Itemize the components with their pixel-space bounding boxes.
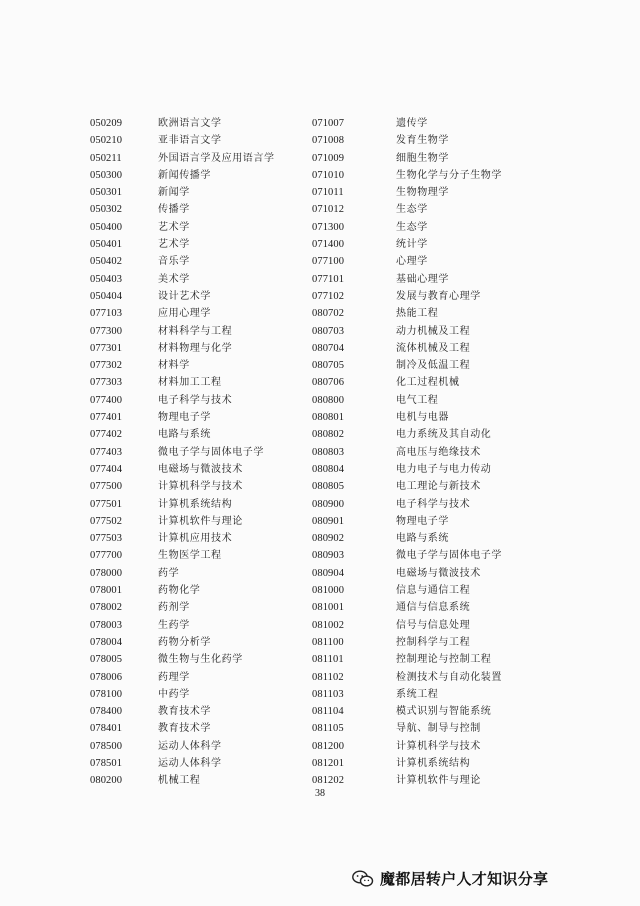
major-code: 050300 [90, 169, 123, 181]
major-code: 081103 [312, 688, 344, 700]
major-code: 071009 [312, 152, 345, 164]
list-item [312, 565, 502, 582]
major-name: 计算机应用技术 [158, 533, 233, 545]
list-item [312, 253, 502, 270]
list-item [312, 201, 502, 218]
list-item [312, 115, 502, 132]
major-code: 071400 [312, 239, 345, 251]
major-code: 077400 [90, 394, 123, 406]
list-item [312, 150, 502, 167]
list-item [312, 167, 502, 184]
list-item [90, 271, 275, 288]
major-code: 077503 [90, 533, 123, 545]
major-name: 电力电子与电力传动 [396, 463, 492, 475]
major-name: 模式识别与智能系统 [396, 706, 492, 718]
major-name: 化工过程机械 [396, 377, 460, 389]
major-name: 药剂学 [158, 602, 190, 614]
list-item [90, 565, 275, 582]
major-name: 生药学 [158, 619, 190, 631]
major-name: 教育技术学 [158, 706, 211, 718]
list-item [90, 444, 275, 461]
list-item [90, 201, 275, 218]
major-code: 078004 [90, 636, 123, 648]
major-name: 微电子学与固体电子学 [396, 550, 502, 562]
list-item [90, 184, 275, 201]
major-code: 078501 [90, 757, 123, 769]
list-item [90, 132, 275, 149]
major-name: 生物化学与分子生物学 [396, 169, 502, 181]
major-name: 电子科学与技术 [396, 498, 471, 510]
major-code: 078001 [90, 585, 123, 597]
major-name: 美术学 [158, 273, 190, 285]
list-item [312, 530, 502, 547]
major-name: 控制科学与工程 [396, 636, 471, 648]
major-code: 081201 [312, 757, 345, 769]
major-name: 细胞生物学 [396, 152, 449, 164]
major-code: 050404 [90, 290, 123, 302]
list-item [90, 167, 275, 184]
major-code: 080800 [312, 394, 345, 406]
major-name: 计算机系统结构 [158, 498, 233, 510]
list-item [90, 530, 275, 547]
major-name: 流体机械及工程 [396, 342, 471, 354]
major-code: 078401 [90, 723, 123, 735]
list-item [312, 374, 502, 391]
major-name: 欧洲语言文学 [158, 118, 222, 129]
major-name: 生物物理学 [396, 187, 449, 199]
major-name: 药理学 [158, 671, 190, 683]
major-name: 材料学 [158, 360, 190, 372]
list-item [312, 236, 502, 253]
major-code: 050403 [90, 273, 123, 285]
major-name: 电子科学与技术 [158, 394, 233, 406]
major-code: 081102 [312, 671, 344, 683]
major-code: 080902 [312, 533, 345, 545]
major-code: 071011 [312, 187, 344, 199]
major-name: 计算机科学与技术 [158, 481, 243, 493]
major-name: 控制理论与控制工程 [396, 654, 492, 666]
major-code: 071012 [312, 204, 345, 216]
list-item [90, 409, 275, 426]
page-number: 38 [315, 788, 325, 799]
major-name: 新闻传播学 [158, 169, 211, 181]
list-item [312, 219, 502, 236]
major-name: 药学 [158, 567, 180, 579]
major-code: 081200 [312, 740, 345, 752]
major-name: 电路与系统 [396, 533, 449, 545]
list-item [312, 271, 502, 288]
major-name: 材料科学与工程 [158, 325, 233, 337]
list-item [90, 357, 275, 374]
major-name: 生态学 [396, 204, 428, 216]
major-name: 运动人体科学 [158, 740, 222, 752]
list-item [312, 686, 502, 703]
major-name: 应用心理学 [158, 308, 211, 320]
list-item [312, 582, 502, 599]
major-code: 077100 [312, 256, 345, 268]
major-name: 微电子学与固体电子学 [158, 446, 264, 458]
major-code: 080706 [312, 377, 345, 389]
major-name: 计算机科学与技术 [396, 740, 481, 752]
list-item [90, 738, 275, 755]
major-code: 050302 [90, 204, 123, 216]
major-code: 081100 [312, 636, 344, 648]
major-code: 081202 [312, 775, 345, 787]
major-name: 电路与系统 [158, 429, 211, 441]
major-code: 078500 [90, 740, 123, 752]
list-item [90, 669, 275, 686]
list-item [90, 547, 275, 564]
major-code: 078002 [90, 602, 123, 614]
list-item [312, 617, 502, 634]
major-name: 遗传学 [396, 118, 428, 129]
major-name: 统计学 [396, 239, 428, 251]
major-name: 导航、制导与控制 [396, 723, 481, 735]
major-name: 电磁场与微波技术 [396, 567, 481, 579]
major-code: 081002 [312, 619, 345, 631]
list-item [90, 374, 275, 391]
major-name: 信息与通信工程 [396, 585, 471, 597]
major-code: 050210 [90, 135, 123, 147]
major-code: 080803 [312, 446, 345, 458]
major-code: 077303 [90, 377, 123, 389]
major-name: 高电压与绝缘技术 [396, 446, 481, 458]
major-code: 050401 [90, 239, 123, 251]
major-name: 动力机械及工程 [396, 325, 471, 337]
major-name: 物理电子学 [158, 412, 211, 424]
major-name: 材料加工工程 [158, 377, 222, 389]
list-item [312, 426, 502, 443]
major-name: 计算机系统结构 [396, 757, 471, 769]
major-code: 080900 [312, 498, 345, 510]
list-item [90, 323, 275, 340]
watermark [352, 868, 548, 889]
list-item [90, 426, 275, 443]
major-name: 艺术学 [158, 221, 190, 233]
major-name: 计算机软件与理论 [396, 775, 481, 787]
major-code: 080703 [312, 325, 345, 337]
major-code: 077302 [90, 360, 123, 372]
major-name: 设计艺术学 [158, 290, 211, 302]
list-item [90, 772, 275, 789]
list-item [90, 599, 275, 616]
list-item [312, 599, 502, 616]
major-code: 077401 [90, 412, 123, 424]
list-item [90, 236, 275, 253]
major-name: 计算机软件与理论 [158, 515, 243, 527]
list-item [90, 392, 275, 409]
major-name: 热能工程 [396, 308, 439, 320]
major-name: 材料物理与化学 [158, 342, 233, 354]
major-name: 通信与信息系统 [396, 602, 471, 614]
list-item [90, 115, 275, 132]
major-code: 080200 [90, 775, 123, 787]
major-code: 071007 [312, 118, 345, 129]
list-item [312, 738, 502, 755]
list-item [90, 150, 275, 167]
list-item [90, 513, 275, 530]
major-code: 080903 [312, 550, 345, 562]
list-item [90, 755, 275, 772]
list-item [90, 582, 275, 599]
list-item [90, 651, 275, 668]
major-code: 078006 [90, 671, 123, 683]
list-item [312, 409, 502, 426]
major-code: 080802 [312, 429, 345, 441]
major-name: 发育生物学 [396, 135, 449, 147]
major-code: 050209 [90, 118, 123, 129]
list-item [312, 357, 502, 374]
major-code: 071300 [312, 221, 345, 233]
list-item [90, 340, 275, 357]
major-name: 检测技术与自动化装置 [396, 671, 502, 683]
major-code: 080904 [312, 567, 345, 579]
major-name: 电力系统及其自动化 [396, 429, 492, 441]
major-code: 078003 [90, 619, 123, 631]
major-code: 077103 [90, 308, 123, 320]
major-code: 080705 [312, 360, 345, 372]
major-code: 080704 [312, 342, 345, 354]
major-name: 基础心理学 [396, 273, 449, 285]
list-item [90, 219, 275, 236]
major-code: 077102 [312, 290, 345, 302]
wechat-icon [352, 870, 374, 888]
major-code: 081000 [312, 585, 345, 597]
major-code: 077500 [90, 481, 123, 493]
major-code: 080801 [312, 412, 345, 424]
major-code: 077700 [90, 550, 123, 562]
major-code: 050400 [90, 221, 123, 233]
list-item [312, 478, 502, 495]
major-name: 生态学 [396, 221, 428, 233]
list-item [312, 132, 502, 149]
list-item [312, 461, 502, 478]
list-item [90, 720, 275, 737]
list-item [90, 305, 275, 322]
major-code: 071008 [312, 135, 345, 147]
list-item [90, 686, 275, 703]
major-code: 050402 [90, 256, 123, 268]
major-name: 教育技术学 [158, 723, 211, 735]
major-code: 081105 [312, 723, 344, 735]
major-name: 传播学 [158, 204, 190, 216]
list-item [312, 305, 502, 322]
list-item [90, 478, 275, 495]
major-code: 050301 [90, 187, 123, 199]
major-name: 生物医学工程 [158, 550, 222, 562]
major-code: 077301 [90, 342, 123, 354]
major-code: 078000 [90, 567, 123, 579]
major-name: 电工理论与新技术 [396, 481, 481, 493]
watermark-text: 魔都居转户人才知识分享 [380, 870, 549, 888]
major-name: 新闻学 [158, 187, 190, 199]
major-code: 077402 [90, 429, 123, 441]
major-name: 艺术学 [158, 239, 190, 251]
list-item [312, 720, 502, 737]
major-code: 080805 [312, 481, 345, 493]
major-name: 微生物与生化药学 [158, 654, 243, 666]
list-item [312, 669, 502, 686]
list-item [90, 496, 275, 513]
major-code: 081001 [312, 602, 345, 614]
list-item [312, 288, 502, 305]
major-name: 音乐学 [158, 256, 190, 268]
major-name: 电气工程 [396, 394, 439, 406]
major-code: 080901 [312, 515, 345, 527]
major-name: 外国语言学及应用语言学 [158, 152, 275, 164]
major-code: 077403 [90, 446, 123, 458]
right-column-list [312, 115, 502, 790]
major-name: 电磁场与微波技术 [158, 463, 243, 475]
list-item [312, 634, 502, 651]
major-name: 亚非语言文学 [158, 135, 222, 147]
major-name: 电机与电器 [396, 412, 449, 424]
major-code: 078100 [90, 688, 123, 700]
list-item [90, 461, 275, 478]
list-item [312, 547, 502, 564]
major-name: 系统工程 [396, 688, 439, 700]
left-column-list [90, 115, 275, 790]
list-item [312, 651, 502, 668]
list-item [312, 340, 502, 357]
major-name: 药物化学 [158, 585, 201, 597]
list-item [90, 288, 275, 305]
list-item [312, 184, 502, 201]
list-item [312, 772, 502, 789]
major-code: 078400 [90, 706, 123, 718]
major-name: 物理电子学 [396, 515, 449, 527]
major-code: 071010 [312, 169, 345, 181]
major-name: 药物分析学 [158, 636, 211, 648]
major-name: 心理学 [396, 256, 428, 268]
major-code: 077502 [90, 515, 123, 527]
list-item [90, 253, 275, 270]
list-item [312, 703, 502, 720]
major-code: 081101 [312, 654, 344, 666]
major-code: 080702 [312, 308, 345, 320]
list-item [312, 323, 502, 340]
major-code: 077300 [90, 325, 123, 337]
major-code: 078005 [90, 654, 123, 666]
list-item [90, 703, 275, 720]
list-item [312, 513, 502, 530]
major-name: 制冷及低温工程 [396, 360, 471, 372]
major-name: 中药学 [158, 688, 190, 700]
list-item [312, 444, 502, 461]
major-code: 077101 [312, 273, 345, 285]
major-name: 发展与教育心理学 [396, 290, 481, 302]
major-code: 077404 [90, 463, 123, 475]
major-code: 050211 [90, 152, 122, 164]
list-item [312, 496, 502, 513]
major-code: 077501 [90, 498, 123, 510]
list-item [90, 617, 275, 634]
major-name: 机械工程 [158, 775, 201, 787]
major-name: 信号与信息处理 [396, 619, 471, 631]
major-code: 081104 [312, 706, 344, 718]
list-item [312, 392, 502, 409]
list-item [312, 755, 502, 772]
major-code: 080804 [312, 463, 345, 475]
major-name: 运动人体科学 [158, 757, 222, 769]
list-item [90, 634, 275, 651]
